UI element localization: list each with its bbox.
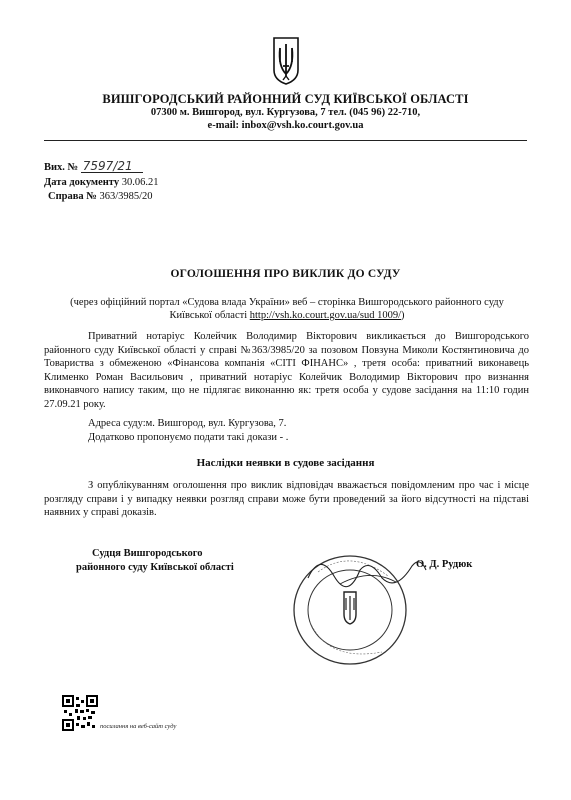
signer-title-line-2: районного суду Київської області <box>76 562 234 573</box>
case-number-value: 363/3985/20 <box>99 191 153 202</box>
evidence-line: Додатково пропонуємо подати такі докази - . <box>88 432 289 443</box>
portal-line-1: (через офіційний портал «Судова влада України» веб – сторінка Вишгородського районного суду <box>70 297 504 308</box>
signer-title-line-1: Судця Вишгородського <box>92 548 203 559</box>
portal-line-2-suffix: ) <box>401 310 405 321</box>
document-date-value: 30.06.21 <box>121 177 159 188</box>
case-number-row <box>48 191 153 202</box>
trident-emblem-icon <box>272 36 300 86</box>
document-date-label: Дата документу <box>44 177 120 188</box>
judge-signature-icon <box>300 548 473 598</box>
header-divider <box>44 140 527 141</box>
outgoing-number-value: 7597/21 <box>81 161 143 173</box>
portal-line-2-prefix: Київської області <box>169 310 250 321</box>
consequences-text: З опублікуванням оголошення про виклик відповідач вважається повідомленим про час і місце розгляду справи і у випадку неявки розгляд справи може бути проведений за його відсутності на підставі наявних у справі доказів. <box>44 480 529 518</box>
notice-title: ОГОЛОШЕННЯ ПРО ВИКЛИК ДО СУДУ <box>170 268 401 280</box>
portal-line-2 <box>52 309 522 322</box>
qr-caption: посилання на веб-сайт суду <box>100 723 177 730</box>
document-date-row <box>44 177 158 188</box>
court-address: 07300 м. Вишгород, вул. Кургузова, 7 тел. (045 96) 22-710, <box>150 107 421 118</box>
court-address-line: Адреса суду:м. Вишгород, вул. Кургузова, 7. <box>88 418 287 429</box>
outgoing-number-row <box>44 161 143 173</box>
case-number-label: Справа № <box>48 191 97 202</box>
qr-code-icon[interactable] <box>62 695 98 731</box>
portal-note <box>52 296 522 322</box>
court-email: e-mail: inbox@vsh.ko.court.gov.ua <box>207 120 364 131</box>
notice-body <box>44 330 529 411</box>
outgoing-number-label: Вих. № <box>44 162 79 173</box>
summons-paragraph: Приватний нотаріус Колейчик Володимир Вікторович викликається до Вишгородського районного суду Київської області у справі №363/3985/20 за позовом Повзуна Миколи Костянтиновича до Товариства з обмеженою «Фінансова компанія «СІТІ ФІНАНС» , третя особа: приватний виконавець Клименко Роман Васильович , приватний нотаріус Колейчик Володимир Вікторович про визнання виконавчого напису таким, що не підлягає виконанню як: третя особа у судове засідання на 11:10 годин 27.09.21 року. <box>44 331 529 410</box>
judge-name: О. Д. Рудюк <box>416 559 473 570</box>
court-name: ВИШГОРОДСЬКИЙ РАЙОННИЙ СУД КИЇВСЬКОЇ ОБЛАСТІ <box>102 92 469 106</box>
court-portal-link[interactable]: http://vsh.ko.court.gov.ua/sud 1009/ <box>249 310 402 321</box>
consequences-body <box>44 479 529 520</box>
consequences-heading: Наслідки неявки в судове засідання <box>196 457 375 469</box>
